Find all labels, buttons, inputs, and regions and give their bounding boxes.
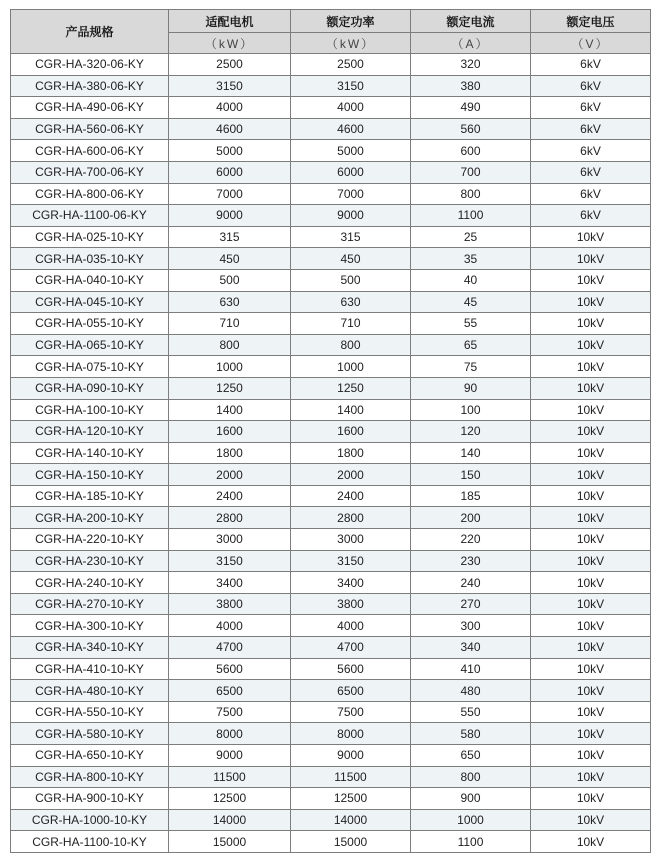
cell-power: 1600: [291, 421, 411, 443]
cell-voltage: 6kV: [531, 205, 651, 227]
cell-power: 500: [291, 269, 411, 291]
cell-motor: 3800: [169, 593, 291, 615]
table-row: [11, 788, 651, 810]
table-row: [11, 97, 651, 119]
spec-table: [10, 9, 651, 853]
cell-current: 55: [411, 313, 531, 335]
cell-power: 9000: [291, 745, 411, 767]
header-voltage: 额定电压: [531, 10, 651, 33]
cell-power: 3000: [291, 529, 411, 551]
cell-spec: CGR-HA-340-10-KY: [11, 637, 169, 659]
cell-voltage: 10kV: [531, 485, 651, 507]
unit-voltage: （V）: [531, 33, 651, 54]
cell-spec: CGR-HA-550-10-KY: [11, 701, 169, 723]
table-row: [11, 313, 651, 335]
cell-voltage: 10kV: [531, 377, 651, 399]
spec-table-container: [10, 9, 651, 853]
unit-current: （A）: [411, 33, 531, 54]
table-row: [11, 334, 651, 356]
cell-spec: CGR-HA-900-10-KY: [11, 788, 169, 810]
cell-current: 1000: [411, 809, 531, 831]
cell-current: 320: [411, 54, 531, 76]
cell-motor: 4700: [169, 637, 291, 659]
table-row: [11, 464, 651, 486]
cell-power: 2000: [291, 464, 411, 486]
header-motor: 适配电机: [169, 10, 291, 33]
cell-voltage: 10kV: [531, 313, 651, 335]
cell-power: 1250: [291, 377, 411, 399]
table-row: [11, 593, 651, 615]
cell-current: 800: [411, 183, 531, 205]
cell-power: 3150: [291, 75, 411, 97]
cell-motor: 2000: [169, 464, 291, 486]
cell-current: 185: [411, 485, 531, 507]
cell-spec: CGR-HA-480-10-KY: [11, 680, 169, 702]
cell-current: 490: [411, 97, 531, 119]
cell-spec: CGR-HA-800-10-KY: [11, 766, 169, 788]
cell-power: 2400: [291, 485, 411, 507]
cell-current: 1100: [411, 831, 531, 853]
cell-spec: CGR-HA-1100-10-KY: [11, 831, 169, 853]
cell-current: 240: [411, 572, 531, 594]
cell-voltage: 6kV: [531, 140, 651, 162]
cell-motor: 800: [169, 334, 291, 356]
header-row: [11, 10, 651, 33]
cell-spec: CGR-HA-220-10-KY: [11, 529, 169, 551]
cell-voltage: 6kV: [531, 183, 651, 205]
cell-power: 6500: [291, 680, 411, 702]
cell-current: 220: [411, 529, 531, 551]
cell-motor: 14000: [169, 809, 291, 831]
cell-current: 230: [411, 550, 531, 572]
cell-voltage: 10kV: [531, 291, 651, 313]
cell-motor: 5600: [169, 658, 291, 680]
table-body: [11, 54, 651, 853]
unit-power: （kW）: [291, 33, 411, 54]
cell-motor: 8000: [169, 723, 291, 745]
cell-power: 1000: [291, 356, 411, 378]
cell-power: 1800: [291, 442, 411, 464]
table-row: [11, 637, 651, 659]
cell-voltage: 10kV: [531, 269, 651, 291]
cell-power: 7000: [291, 183, 411, 205]
cell-voltage: 10kV: [531, 529, 651, 551]
cell-current: 1100: [411, 205, 531, 227]
table-row: [11, 226, 651, 248]
cell-motor: 7000: [169, 183, 291, 205]
cell-power: 800: [291, 334, 411, 356]
cell-current: 90: [411, 377, 531, 399]
cell-power: 710: [291, 313, 411, 335]
cell-motor: 6500: [169, 680, 291, 702]
cell-spec: CGR-HA-100-10-KY: [11, 399, 169, 421]
cell-voltage: 10kV: [531, 809, 651, 831]
cell-power: 7500: [291, 701, 411, 723]
cell-power: 4600: [291, 118, 411, 140]
cell-power: 2500: [291, 54, 411, 76]
cell-spec: CGR-HA-055-10-KY: [11, 313, 169, 335]
table-row: [11, 766, 651, 788]
table-row: [11, 118, 651, 140]
cell-current: 140: [411, 442, 531, 464]
table-row: [11, 550, 651, 572]
cell-spec: CGR-HA-320-06-KY: [11, 54, 169, 76]
cell-current: 300: [411, 615, 531, 637]
cell-spec: CGR-HA-490-06-KY: [11, 97, 169, 119]
cell-voltage: 10kV: [531, 464, 651, 486]
cell-current: 100: [411, 399, 531, 421]
unit-motor: （kW）: [169, 33, 291, 54]
cell-power: 5600: [291, 658, 411, 680]
table-row: [11, 809, 651, 831]
cell-current: 410: [411, 658, 531, 680]
cell-spec: CGR-HA-240-10-KY: [11, 572, 169, 594]
table-row: [11, 572, 651, 594]
cell-voltage: 6kV: [531, 161, 651, 183]
cell-motor: 4000: [169, 615, 291, 637]
table-row: [11, 485, 651, 507]
table-row: [11, 248, 651, 270]
cell-spec: CGR-HA-185-10-KY: [11, 485, 169, 507]
cell-power: 5000: [291, 140, 411, 162]
cell-motor: 9000: [169, 745, 291, 767]
cell-power: 315: [291, 226, 411, 248]
cell-spec: CGR-HA-410-10-KY: [11, 658, 169, 680]
cell-spec: CGR-HA-700-06-KY: [11, 161, 169, 183]
cell-power: 8000: [291, 723, 411, 745]
cell-motor: 3000: [169, 529, 291, 551]
cell-spec: CGR-HA-380-06-KY: [11, 75, 169, 97]
header-current: 额定电流: [411, 10, 531, 33]
cell-current: 200: [411, 507, 531, 529]
cell-spec: CGR-HA-025-10-KY: [11, 226, 169, 248]
cell-power: 3400: [291, 572, 411, 594]
cell-power: 630: [291, 291, 411, 313]
cell-voltage: 10kV: [531, 680, 651, 702]
cell-voltage: 10kV: [531, 831, 651, 853]
cell-motor: 1250: [169, 377, 291, 399]
cell-voltage: 6kV: [531, 75, 651, 97]
cell-power: 3150: [291, 550, 411, 572]
cell-spec: CGR-HA-1000-10-KY: [11, 809, 169, 831]
cell-motor: 1800: [169, 442, 291, 464]
table-row: [11, 442, 651, 464]
table-row: [11, 831, 651, 853]
cell-voltage: 10kV: [531, 248, 651, 270]
cell-motor: 630: [169, 291, 291, 313]
table-row: [11, 529, 651, 551]
cell-motor: 2400: [169, 485, 291, 507]
cell-voltage: 10kV: [531, 788, 651, 810]
table-row: [11, 723, 651, 745]
cell-voltage: 10kV: [531, 334, 651, 356]
table-row: [11, 507, 651, 529]
cell-current: 900: [411, 788, 531, 810]
cell-current: 65: [411, 334, 531, 356]
table-row: [11, 54, 651, 76]
cell-voltage: 10kV: [531, 615, 651, 637]
cell-voltage: 10kV: [531, 637, 651, 659]
cell-spec: CGR-HA-045-10-KY: [11, 291, 169, 313]
cell-spec: CGR-HA-270-10-KY: [11, 593, 169, 615]
cell-current: 380: [411, 75, 531, 97]
cell-spec: CGR-HA-230-10-KY: [11, 550, 169, 572]
table-row: [11, 140, 651, 162]
cell-motor: 12500: [169, 788, 291, 810]
cell-motor: 1400: [169, 399, 291, 421]
cell-current: 340: [411, 637, 531, 659]
cell-voltage: 10kV: [531, 421, 651, 443]
cell-power: 15000: [291, 831, 411, 853]
table-row: [11, 377, 651, 399]
cell-power: 12500: [291, 788, 411, 810]
cell-spec: CGR-HA-800-06-KY: [11, 183, 169, 205]
cell-motor: 15000: [169, 831, 291, 853]
cell-current: 800: [411, 766, 531, 788]
cell-spec: CGR-HA-075-10-KY: [11, 356, 169, 378]
cell-spec: CGR-HA-040-10-KY: [11, 269, 169, 291]
cell-power: 9000: [291, 205, 411, 227]
cell-motor: 3400: [169, 572, 291, 594]
cell-spec: CGR-HA-1100-06-KY: [11, 205, 169, 227]
table-row: [11, 615, 651, 637]
cell-current: 35: [411, 248, 531, 270]
cell-motor: 710: [169, 313, 291, 335]
cell-current: 120: [411, 421, 531, 443]
cell-spec: CGR-HA-090-10-KY: [11, 377, 169, 399]
cell-voltage: 6kV: [531, 54, 651, 76]
cell-motor: 4000: [169, 97, 291, 119]
cell-spec: CGR-HA-300-10-KY: [11, 615, 169, 637]
cell-spec: CGR-HA-065-10-KY: [11, 334, 169, 356]
cell-motor: 1600: [169, 421, 291, 443]
cell-spec: CGR-HA-200-10-KY: [11, 507, 169, 529]
cell-current: 700: [411, 161, 531, 183]
cell-motor: 4600: [169, 118, 291, 140]
cell-voltage: 10kV: [531, 701, 651, 723]
cell-motor: 5000: [169, 140, 291, 162]
cell-motor: 9000: [169, 205, 291, 227]
table-row: [11, 183, 651, 205]
cell-power: 11500: [291, 766, 411, 788]
cell-motor: 6000: [169, 161, 291, 183]
header-spec: 产品规格: [11, 10, 169, 54]
cell-current: 75: [411, 356, 531, 378]
cell-power: 450: [291, 248, 411, 270]
table-row: [11, 75, 651, 97]
cell-voltage: 10kV: [531, 572, 651, 594]
table-row: [11, 269, 651, 291]
cell-power: 4000: [291, 97, 411, 119]
cell-power: 6000: [291, 161, 411, 183]
cell-motor: 315: [169, 226, 291, 248]
table-row: [11, 658, 651, 680]
cell-power: 2800: [291, 507, 411, 529]
cell-current: 600: [411, 140, 531, 162]
cell-current: 650: [411, 745, 531, 767]
cell-voltage: 6kV: [531, 118, 651, 140]
table-row: [11, 399, 651, 421]
header-power: 额定功率: [291, 10, 411, 33]
cell-voltage: 6kV: [531, 97, 651, 119]
cell-voltage: 10kV: [531, 442, 651, 464]
cell-power: 4700: [291, 637, 411, 659]
cell-spec: CGR-HA-140-10-KY: [11, 442, 169, 464]
cell-current: 40: [411, 269, 531, 291]
cell-voltage: 10kV: [531, 507, 651, 529]
table-row: [11, 680, 651, 702]
cell-current: 550: [411, 701, 531, 723]
cell-current: 480: [411, 680, 531, 702]
cell-motor: 1000: [169, 356, 291, 378]
cell-voltage: 10kV: [531, 745, 651, 767]
cell-voltage: 10kV: [531, 399, 651, 421]
cell-voltage: 10kV: [531, 226, 651, 248]
cell-spec: CGR-HA-035-10-KY: [11, 248, 169, 270]
cell-voltage: 10kV: [531, 593, 651, 615]
cell-power: 3800: [291, 593, 411, 615]
cell-voltage: 10kV: [531, 658, 651, 680]
cell-voltage: 10kV: [531, 356, 651, 378]
cell-spec: CGR-HA-580-10-KY: [11, 723, 169, 745]
table-row: [11, 421, 651, 443]
table-header: [11, 10, 651, 54]
cell-motor: 500: [169, 269, 291, 291]
cell-motor: 450: [169, 248, 291, 270]
cell-motor: 2500: [169, 54, 291, 76]
table-row: [11, 745, 651, 767]
cell-motor: 2800: [169, 507, 291, 529]
table-row: [11, 291, 651, 313]
cell-voltage: 10kV: [531, 723, 651, 745]
cell-spec: CGR-HA-560-06-KY: [11, 118, 169, 140]
cell-current: 580: [411, 723, 531, 745]
table-row: [11, 205, 651, 227]
cell-spec: CGR-HA-120-10-KY: [11, 421, 169, 443]
cell-current: 560: [411, 118, 531, 140]
cell-motor: 11500: [169, 766, 291, 788]
cell-power: 1400: [291, 399, 411, 421]
cell-power: 14000: [291, 809, 411, 831]
cell-current: 150: [411, 464, 531, 486]
cell-motor: 3150: [169, 75, 291, 97]
cell-voltage: 10kV: [531, 550, 651, 572]
cell-voltage: 10kV: [531, 766, 651, 788]
cell-spec: CGR-HA-150-10-KY: [11, 464, 169, 486]
cell-current: 45: [411, 291, 531, 313]
cell-motor: 7500: [169, 701, 291, 723]
table-row: [11, 161, 651, 183]
table-row: [11, 356, 651, 378]
cell-motor: 3150: [169, 550, 291, 572]
cell-spec: CGR-HA-600-06-KY: [11, 140, 169, 162]
cell-spec: CGR-HA-650-10-KY: [11, 745, 169, 767]
cell-current: 25: [411, 226, 531, 248]
cell-current: 270: [411, 593, 531, 615]
table-row: [11, 701, 651, 723]
cell-power: 4000: [291, 615, 411, 637]
